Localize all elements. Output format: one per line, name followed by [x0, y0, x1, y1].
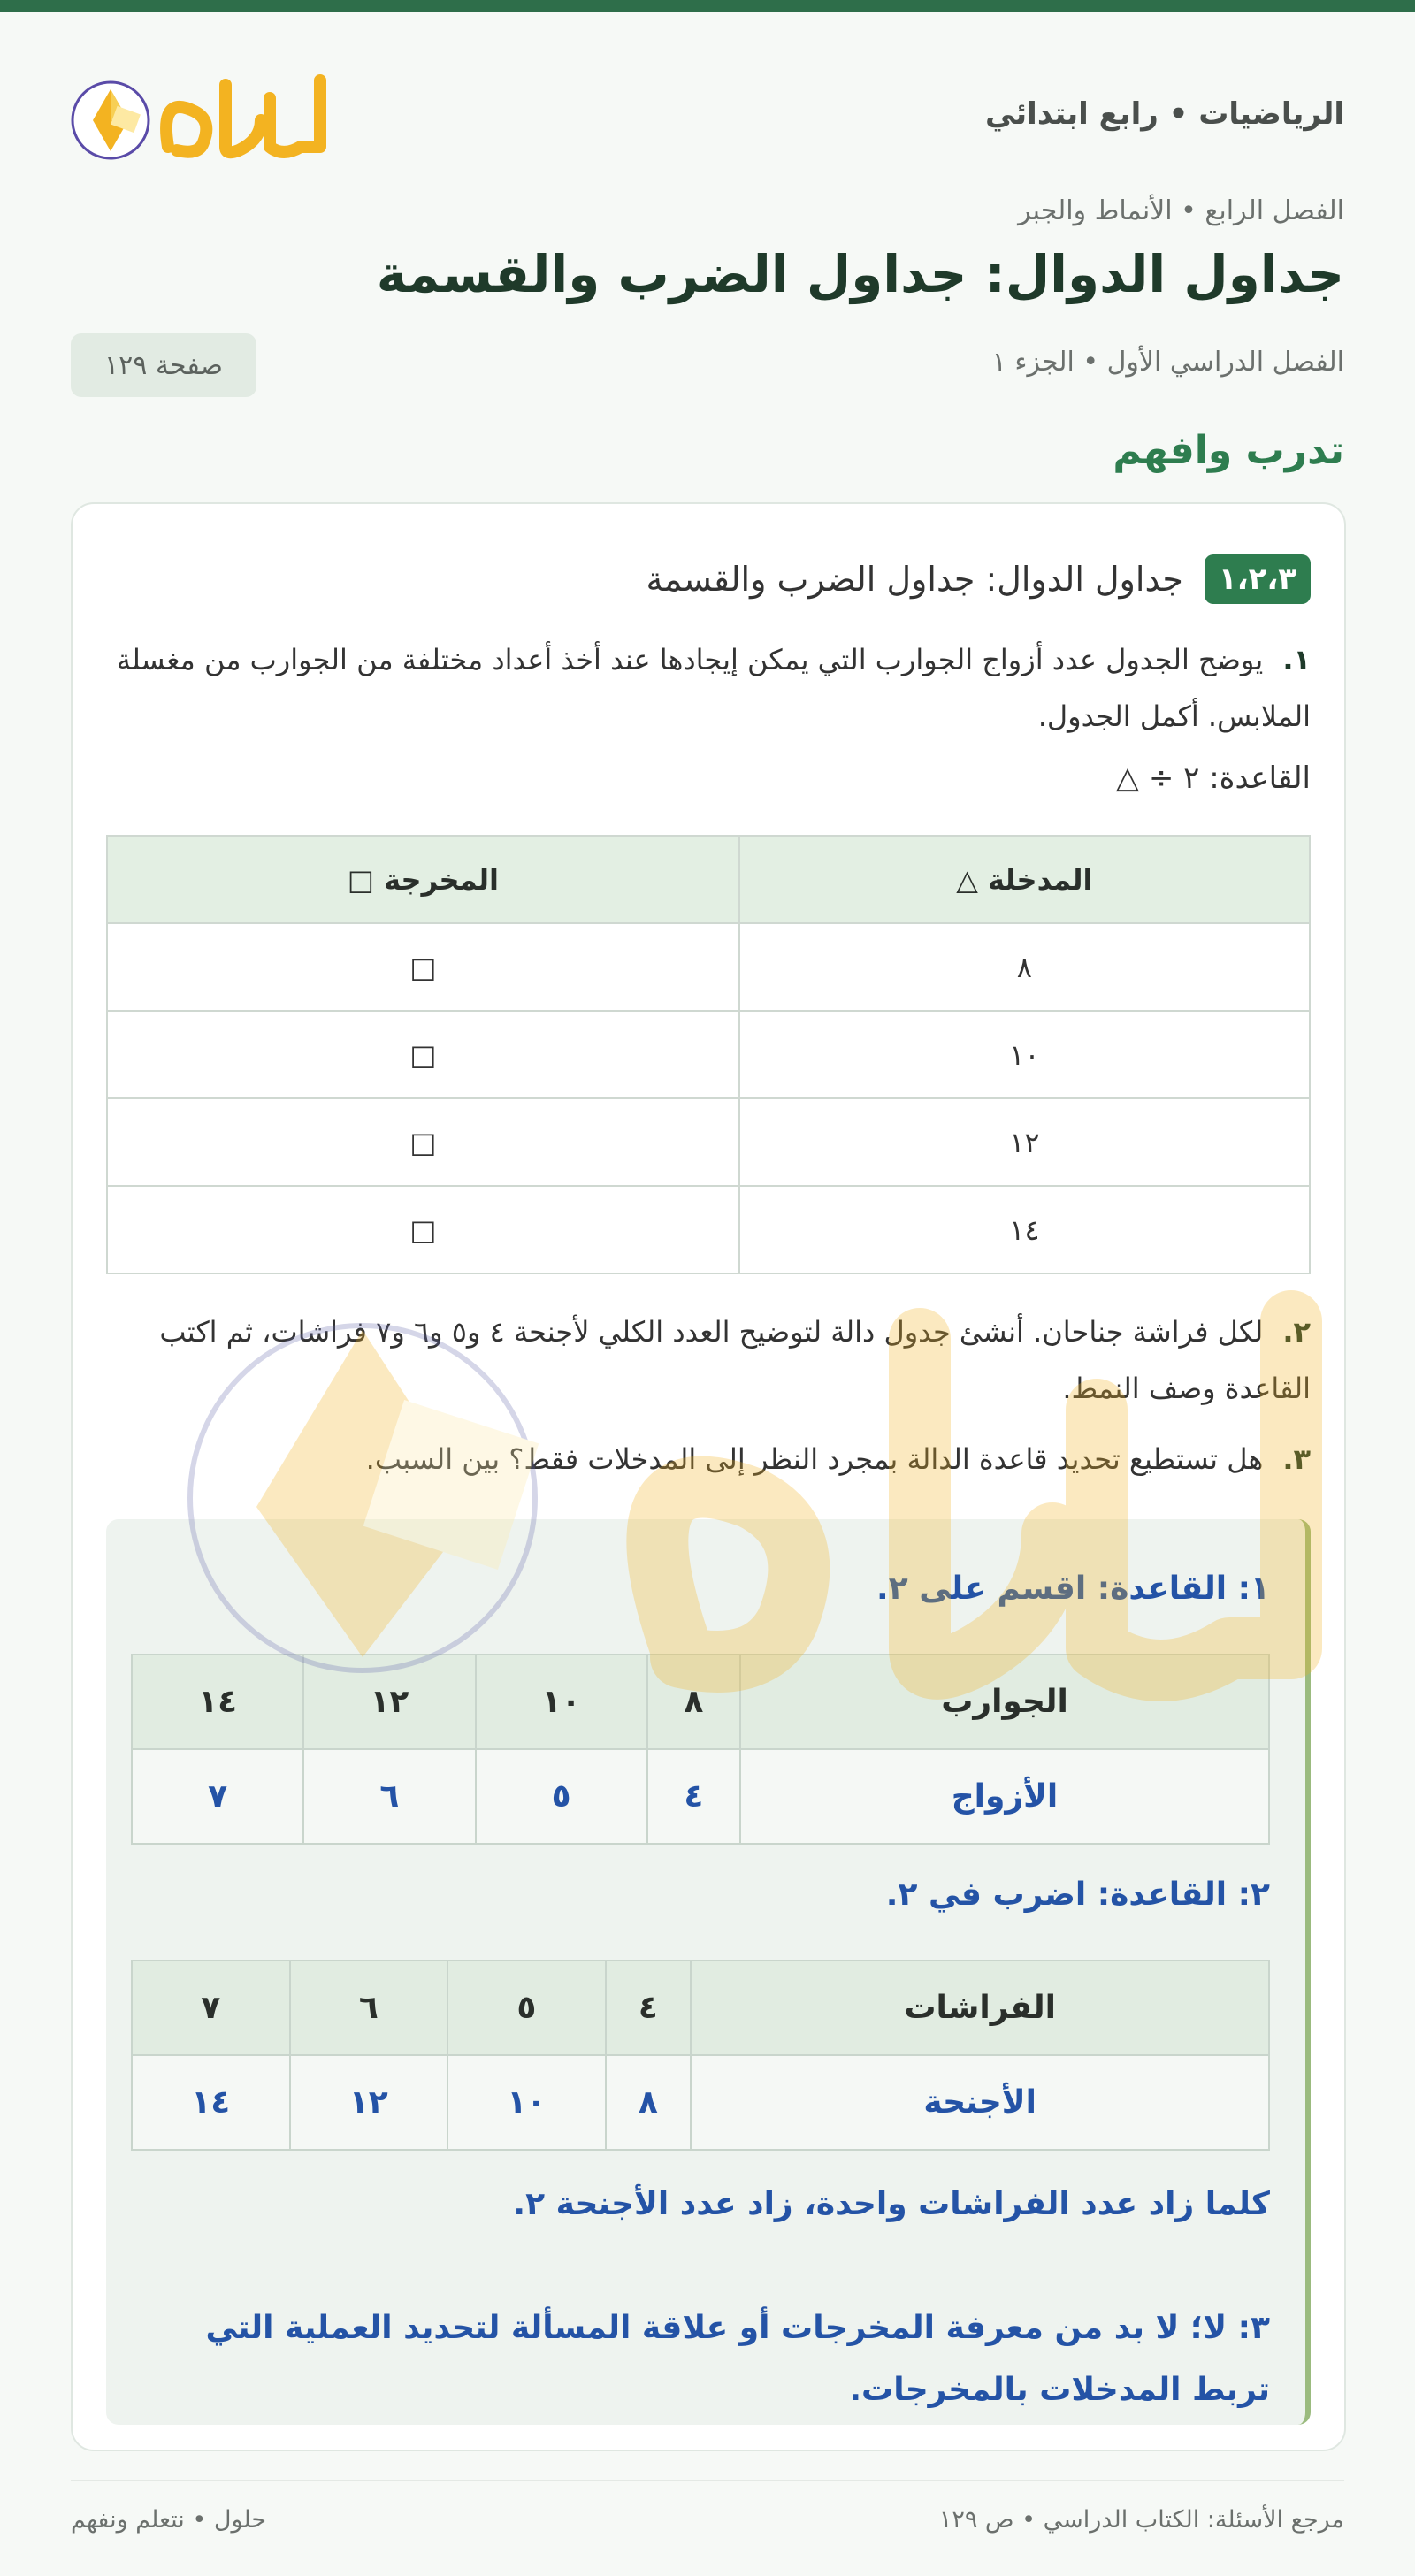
chapter-label: الفصل الرابع • الأنماط والجبر	[1018, 195, 1344, 226]
table-row	[107, 1186, 1310, 1273]
table-row	[132, 1749, 1269, 1844]
table-cell: □	[107, 1011, 739, 1098]
table-row	[107, 923, 1310, 1011]
question-1	[106, 631, 1311, 745]
section-title: تدرب وافهم	[1113, 428, 1344, 473]
table-cell: □	[107, 1098, 739, 1186]
table-row	[107, 1011, 1310, 1098]
pattern-description: كلما زاد عدد الفراشات واحدة، زاد عدد الأجنحة ٢.	[513, 2186, 1270, 2222]
table-cell: ١٠	[739, 1011, 1310, 1098]
table-cell: ٨	[739, 923, 1310, 1011]
table-cell: ٥	[447, 1961, 606, 2055]
table-header: المدخلة △	[739, 836, 1310, 923]
header	[71, 12, 1344, 198]
table-header: المخرجة □	[107, 836, 739, 923]
table-cell: ٦	[290, 1961, 448, 2055]
input-output-table	[106, 835, 1311, 1274]
table-cell: الفراشات	[691, 1961, 1269, 2055]
table-cell: ٨	[606, 2055, 692, 2150]
page-number-badge: صفحة ١٢٩	[71, 333, 256, 397]
rule-text: القاعدة: ٢ ÷ △	[1115, 761, 1311, 796]
table-row	[107, 1098, 1310, 1186]
table-cell: ١٢	[303, 1655, 475, 1749]
table-cell: ١٢	[739, 1098, 1310, 1186]
table-cell: ٦	[303, 1749, 475, 1844]
top-accent-bar	[0, 0, 1415, 12]
answer-1: ١: القاعدة: اقسم على ٢.	[876, 1571, 1270, 1607]
answer-2: ٢: القاعدة: اضرب في ٢.	[885, 1877, 1270, 1913]
question-text: هل تستطيع تحديد قاعدة الدالة بمجرد النظر إلى المدخلات فقط؟ بين السبب.	[365, 1442, 1264, 1476]
page	[71, 12, 1344, 2576]
question-text: يوضح الجدول عدد أزواج الجوارب التي يمكن إيجادها عند أخذ أعداد مختلفة من الجوارب من مغسلة الملابس. أكمل الجدول.	[116, 643, 1311, 733]
question-text: لكل فراشة جناحان. أنشئ جدول دالة لتوضيح العدد الكلي لأجنحة ٤ و٥ و٦ و٧ فراشات، ثم اكتب القاعدة وصف النمط.	[159, 1315, 1311, 1405]
answer-box	[106, 1519, 1311, 2425]
exercise-card	[71, 502, 1346, 2451]
question-number: ١.	[1282, 643, 1311, 676]
table-cell: ٤	[647, 1749, 740, 1844]
subject-label: الرياضيات • رابع ابتدائي	[985, 96, 1344, 132]
socks-pairs-table	[131, 1654, 1270, 1845]
question-2	[106, 1303, 1311, 1417]
table-cell: ٧	[132, 1749, 303, 1844]
question-number: ٢.	[1282, 1315, 1311, 1349]
table-row	[132, 2055, 1269, 2150]
lesson-header	[646, 548, 1312, 610]
footer-divider	[71, 2480, 1344, 2481]
table-cell: ١٤	[739, 1186, 1310, 1273]
table-row	[132, 1655, 1269, 1749]
table-header-row	[107, 836, 1310, 923]
page-title: جداول الدوال: جداول الضرب والقسمة	[376, 244, 1344, 304]
lesson-number-badge: ١،٢،٣	[1205, 554, 1311, 604]
table-cell: ٤	[606, 1961, 692, 2055]
table-cell: ٧	[132, 1961, 290, 2055]
lesson-title: جداول الدوال: جداول الضرب والقسمة	[646, 560, 1183, 599]
table-cell: □	[107, 923, 739, 1011]
footer-source: مرجع الأسئلة: الكتاب الدراسي • ص ١٢٩	[938, 2506, 1344, 2534]
butterfly-wings-table	[131, 1960, 1270, 2151]
answer-3: ٣: لا؛ لا بد من معرفة المخرجات أو علاقة المسألة لتحديد العملية التي تربط المدخلات بالمخرجات.	[205, 2310, 1270, 2408]
table-cell: الأزواج	[740, 1749, 1269, 1844]
question-3	[106, 1431, 1311, 1487]
table-cell: ٥	[476, 1749, 647, 1844]
semester-label: الفصل الدراسي الأول • الجزء ١	[991, 347, 1344, 378]
table-row	[132, 1961, 1269, 2055]
table-cell: الأجنحة	[691, 2055, 1269, 2150]
table-cell: ١٠	[447, 2055, 606, 2150]
table-cell: الجوارب	[740, 1655, 1269, 1749]
table-cell: □	[107, 1186, 739, 1273]
table-cell: ٨	[647, 1655, 740, 1749]
table-cell: ١٤	[132, 1655, 303, 1749]
table-cell: ١٠	[476, 1655, 647, 1749]
table-cell: ١٢	[290, 2055, 448, 2150]
table-cell: ١٤	[132, 2055, 290, 2150]
footer-brand: حلول • نتعلم ونفهم	[71, 2506, 267, 2534]
question-number: ٣.	[1282, 1442, 1311, 1476]
hulul-logo	[71, 58, 336, 182]
